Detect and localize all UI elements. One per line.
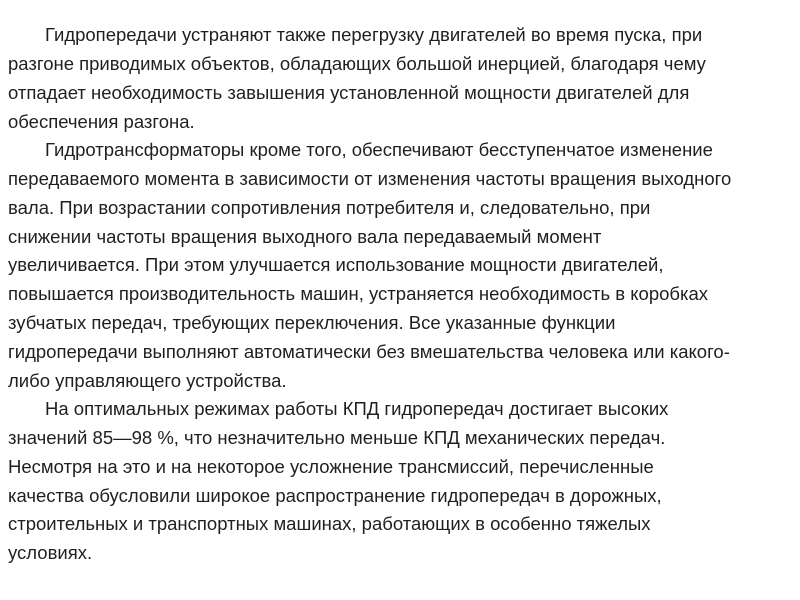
paragraph-line: Несмотря на это и на некоторое усложнение трансмиссий, перечисленные	[8, 456, 654, 477]
paragraph-line: увеличивается. При этом улучшается использование мощности двигателей,	[8, 254, 664, 275]
paragraph-line: качества обусловили широкое распространение гидропередач в дорожных,	[8, 485, 662, 506]
paragraph-line: повышается производительность машин, устраняется необходимость в коробках	[8, 283, 709, 304]
paragraph-line: Гидротрансформаторы кроме того, обеспечивают бесступенчатое изменение	[45, 139, 713, 160]
paragraph-line: условиях.	[8, 542, 93, 563]
paragraph-line: обеспечения разгона.	[8, 111, 195, 132]
paragraph-line: На оптимальных режимах работы КПД гидропередач достигает высоких	[45, 398, 669, 419]
paragraph-line: отпадает необходимость завышения установленной мощности двигателей для	[8, 82, 690, 103]
paragraph-line: значений 85—98 %, что незначительно меньше КПД механических передач.	[8, 427, 666, 448]
paragraph-line: снижении частоты вращения выходного вала передаваемый момент	[8, 226, 602, 247]
paragraph-line: передаваемого момента в зависимости от изменения частоты вращения выходного	[8, 168, 732, 189]
paragraph-line: либо управляющего устройства.	[8, 370, 287, 391]
paragraph-line: строительных и транспортных машинах, работающих в особенно тяжелых	[8, 513, 651, 534]
paragraph-line: Гидропередачи устраняют также перегрузку двигателей во время пуска, при	[45, 24, 703, 45]
paragraph-line: вала. При возрастании сопротивления потребителя и, следовательно, при	[8, 197, 651, 218]
paragraph-line: гидропередачи выполняют автоматически без вмешательства человека или какого-	[8, 341, 730, 362]
paragraph-line: зубчатых передач, требующих переключения. Все указанные функции	[8, 312, 616, 333]
paragraph-line: разгоне приводимых объектов, обладающих большой инерцией, благодаря чему	[8, 53, 706, 74]
